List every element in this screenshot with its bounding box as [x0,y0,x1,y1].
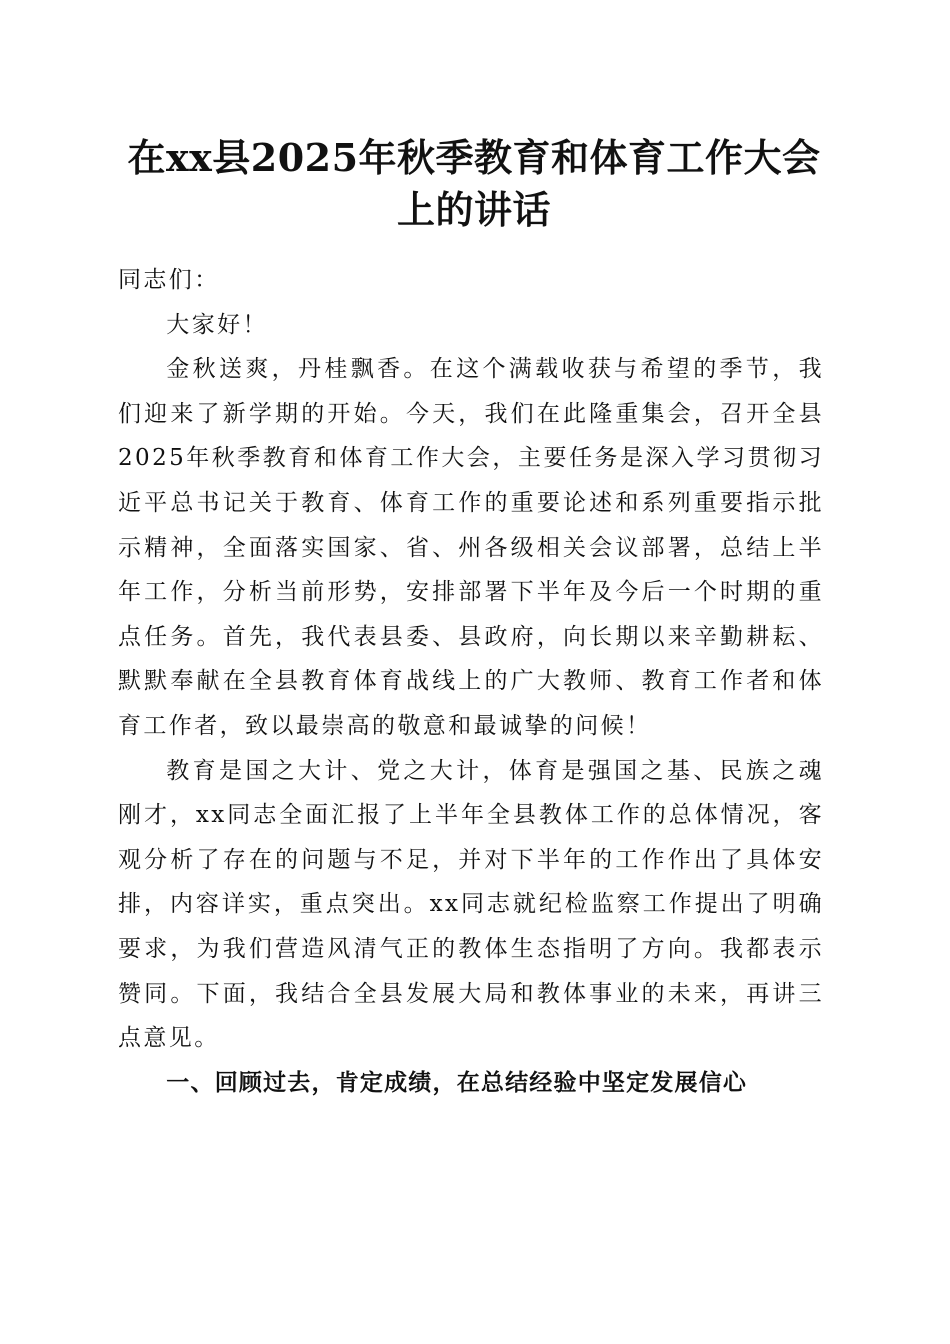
paragraph-opening: 金秋送爽，丹桂飘香。在这个满载收获与希望的季节，我们迎来了新学期的开始。今天，我们在此隆重集会，召开全县2025年秋季教育和体育工作大会，主要任务是深入学习贯彻习近平总书记关于教育、体育工作的重要论述和系列重要指示批示精神，全面落实国家、省、州各级相关会议部署，总结上半年工作，分析当前形势，安排部署下半年及今后一个时期的重点任务。首先，我代表县委、县政府，向长期以来辛勤耕耘、默默奉献在全县教育体育战线上的广大教师、教育工作者和体育工作者，致以最崇高的敬意和最诚挚的问候！ [118,356,824,739]
document-title: 在xx县2025年秋季教育和体育工作大会上的讲话 [127,135,821,232]
greeting: 大家好！ [166,311,268,338]
paragraph-overview: 教育是国之大计、党之大计，体育是强国之基、民族之魂刚才，xx同志全面汇报了上半年全县教体工作的总体情况，客观分析了存在的问题与不足，并对下半年的工作作出了具体安排，内容详实，重点突出。xx同志就纪检监察工作提出了明确要求，为我们营造风清气正的教体生态指明了方向。我都表示赞同。下面，我结合全县发展大局和教体事业的未来，再讲三点意见。 [118,757,824,1052]
section-heading: 一、回顾过去，肯定成绩，在总结经验中坚定发展信心 [166,1069,748,1096]
salutation: 同志们： [118,267,220,293]
document-body [118,258,824,1105]
